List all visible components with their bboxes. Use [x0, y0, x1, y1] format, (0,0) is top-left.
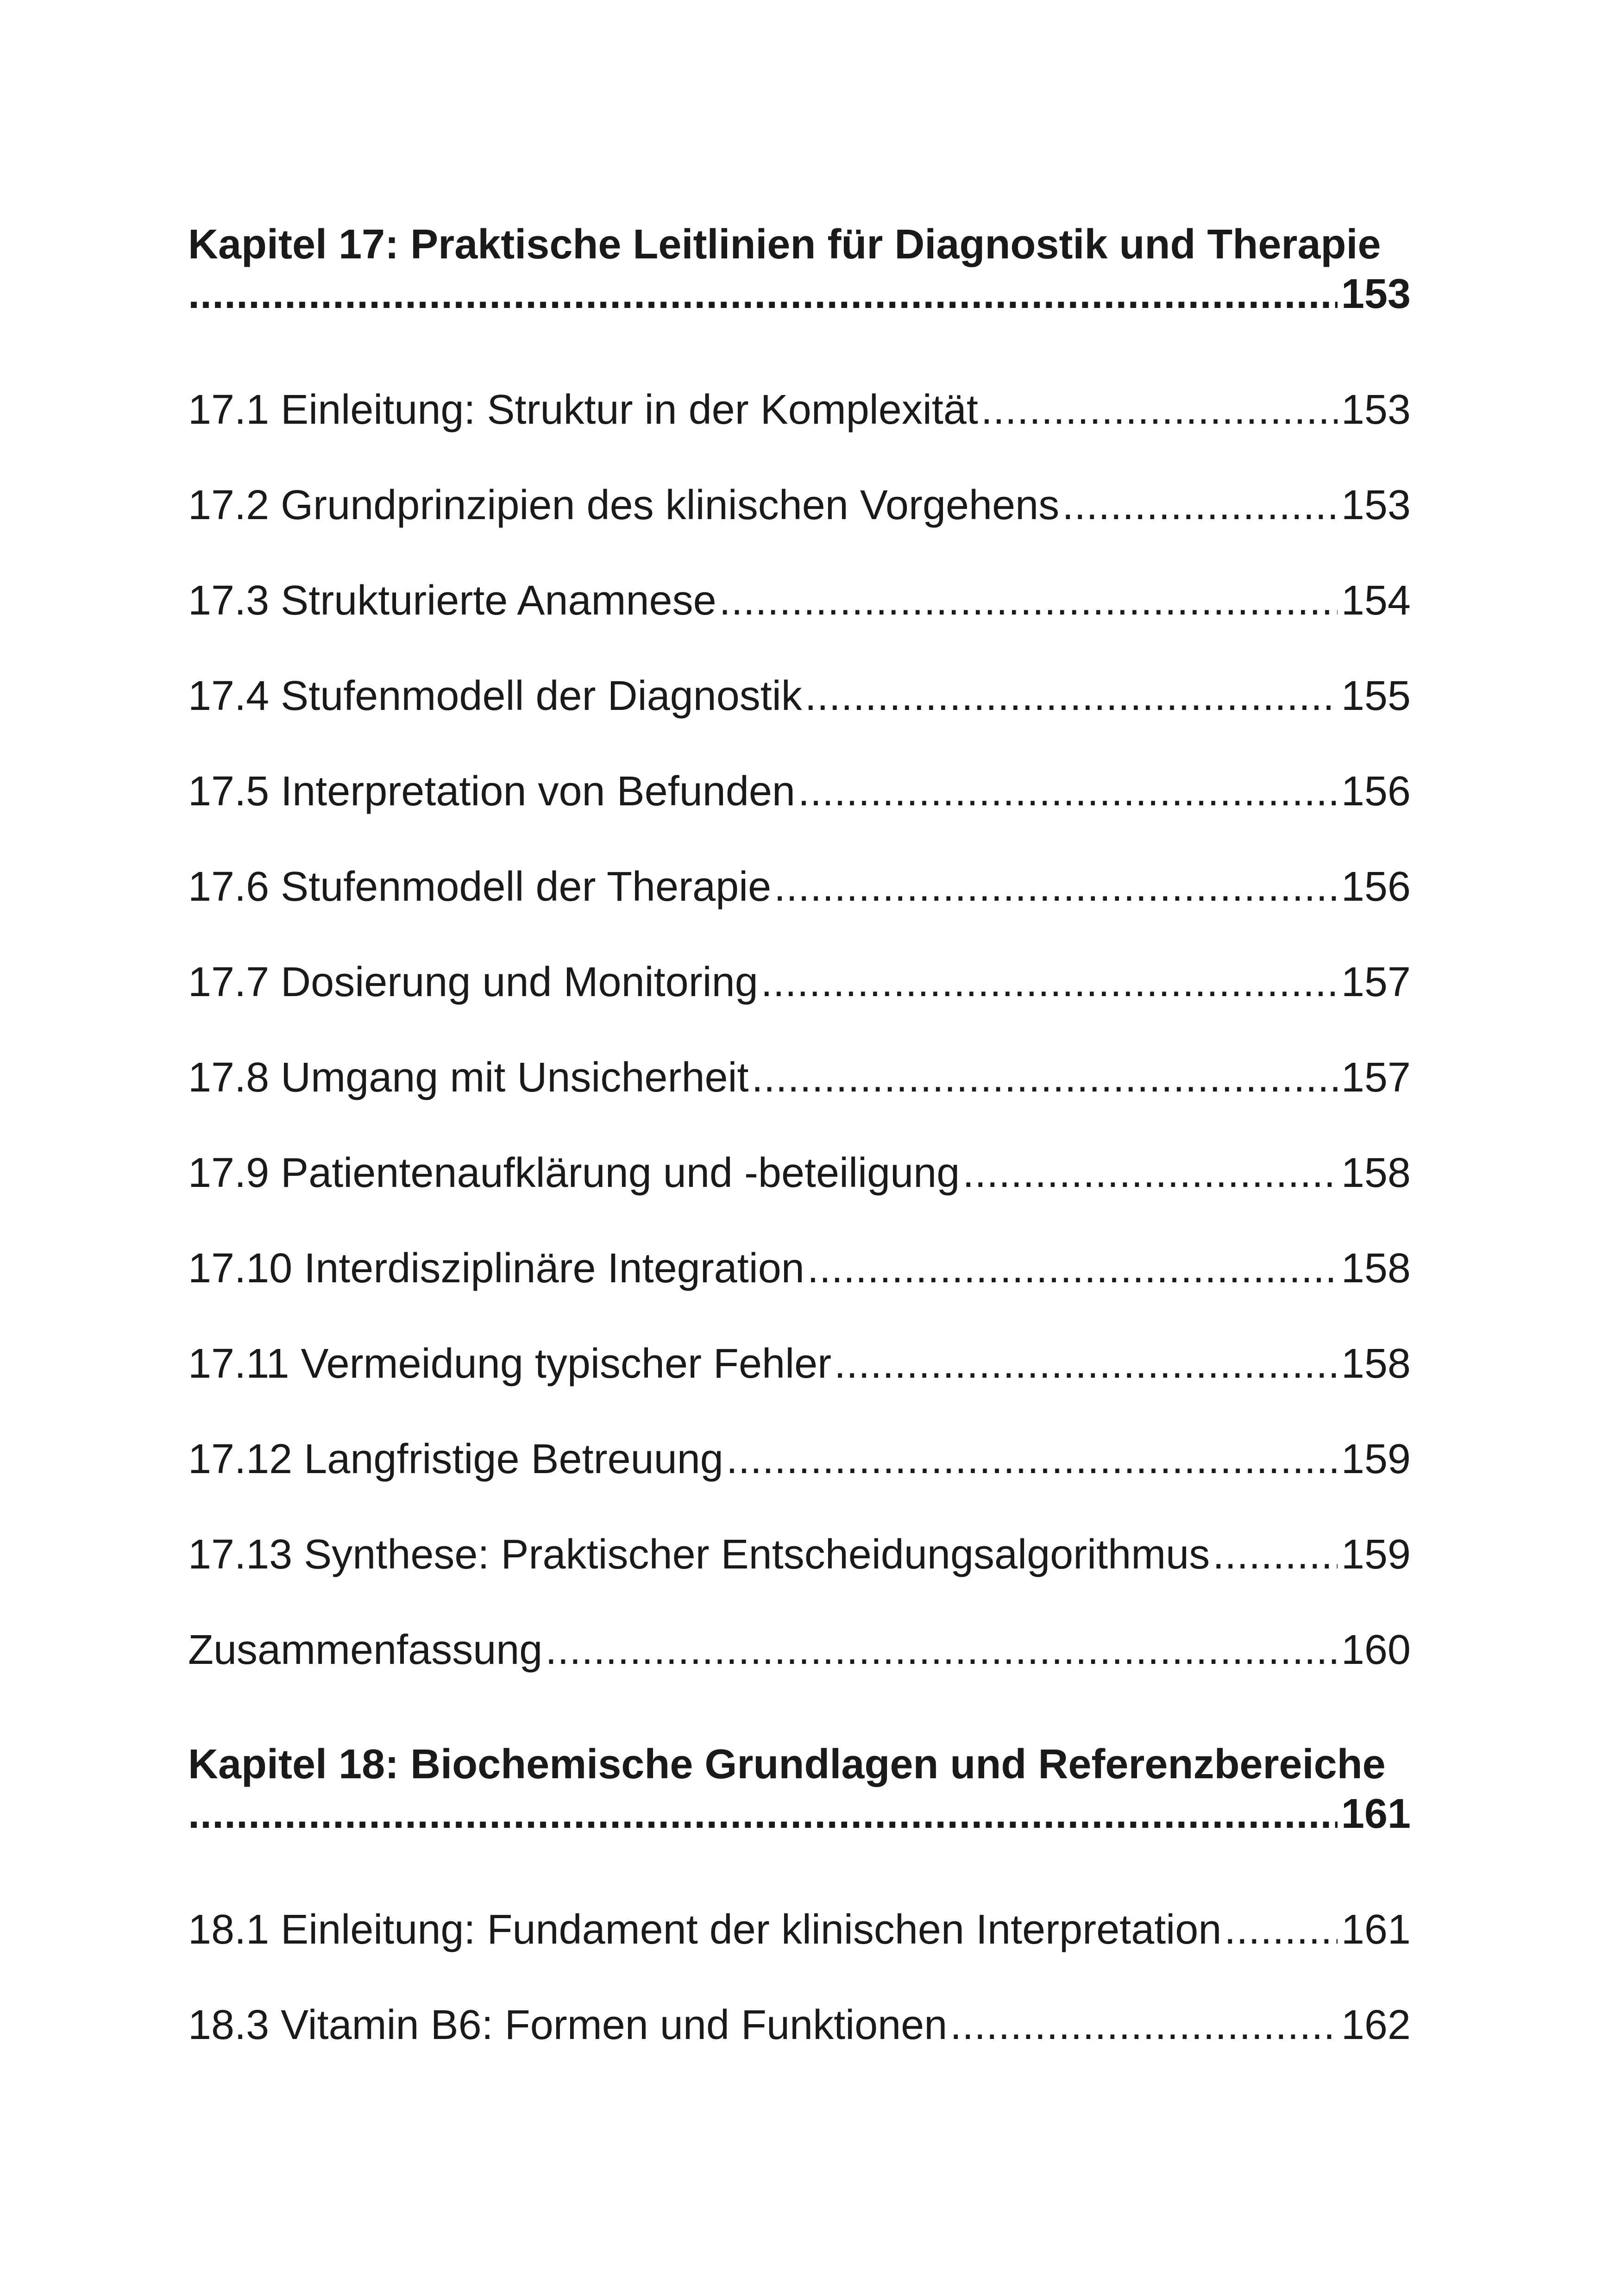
toc-entry[interactable] — [188, 1435, 1411, 1484]
chapter-title: Kapitel 18: Biochemische Grundlagen und Referenzbereiche — [188, 1741, 1386, 1788]
table-of-contents — [188, 220, 1411, 2050]
toc-entry-label: 17.4 Stufenmodell der Diagnostik — [188, 673, 802, 719]
toc-entry-page: 158 — [1341, 1245, 1411, 1292]
dot-leader — [761, 958, 1338, 1007]
toc-entry-page: 153 — [1341, 482, 1411, 528]
chapter-page-number: 153 — [1341, 271, 1411, 317]
toc-entry-page: 160 — [1341, 1627, 1411, 1673]
toc-entry-label: 17.9 Patientenaufklärung und -beteiligung — [188, 1150, 960, 1196]
toc-entry-page: 162 — [1341, 2002, 1411, 2048]
toc-entry-page: 156 — [1341, 864, 1411, 910]
toc-entry[interactable] — [188, 2001, 1411, 2050]
toc-entry[interactable] — [188, 385, 1411, 435]
toc-entry-label: 17.11 Vermeidung typischer Fehler — [188, 1341, 832, 1387]
toc-entry-page: 157 — [1341, 1054, 1411, 1101]
toc-entry[interactable] — [188, 1053, 1411, 1103]
toc-entry[interactable] — [188, 1905, 1411, 1955]
toc-entry-label: 17.13 Synthese: Praktischer Entscheidungsalgorithmus — [188, 1531, 1210, 1578]
toc-entry-label: 17.6 Stufenmodell der Therapie — [188, 864, 772, 910]
toc-entry-label: 17.2 Grundprinzipien des klinischen Vorgehens — [188, 482, 1060, 528]
chapter-heading[interactable] — [188, 220, 1411, 319]
dot-leader — [188, 270, 1338, 319]
toc-entry-page: 155 — [1341, 673, 1411, 719]
toc-entry[interactable] — [188, 481, 1411, 530]
dot-leader — [805, 671, 1338, 721]
dot-leader — [774, 862, 1338, 912]
chapter-leader-line — [188, 270, 1411, 319]
toc-entry-page: 159 — [1341, 1436, 1411, 1482]
toc-entry[interactable] — [188, 1339, 1411, 1389]
toc-entry-label: 18.3 Vitamin B6: Formen und Funktionen — [188, 2002, 948, 2048]
toc-entry-label: 17.5 Interpretation von Befunden — [188, 768, 795, 815]
chapter-title: Kapitel 17: Praktische Leitlinien für Diagnostik und Therapie — [188, 221, 1381, 268]
toc-entry[interactable] — [188, 1148, 1411, 1198]
toc-entry-page: 158 — [1341, 1150, 1411, 1196]
dot-leader — [950, 2001, 1338, 2050]
toc-entry-page: 154 — [1341, 577, 1411, 624]
toc-entry-label: 17.8 Umgang mit Unsicherheit — [188, 1054, 749, 1101]
dot-leader — [1213, 1530, 1338, 1580]
dot-leader — [545, 1625, 1337, 1675]
dot-leader — [1224, 1905, 1337, 1955]
chapter-leader-line — [188, 1789, 1411, 1839]
toc-entry-page: 158 — [1341, 1341, 1411, 1387]
toc-entry[interactable] — [188, 862, 1411, 912]
dot-leader — [726, 1435, 1338, 1484]
toc-entry-page: 153 — [1341, 387, 1411, 433]
toc-entry[interactable] — [188, 1625, 1411, 1675]
toc-entry-page: 156 — [1341, 768, 1411, 815]
toc-entry-label: 17.10 Interdisziplinäre Integration — [188, 1245, 804, 1292]
toc-entry[interactable] — [188, 958, 1411, 1007]
dot-leader — [807, 1244, 1338, 1293]
toc-entry[interactable] — [188, 1244, 1411, 1293]
dot-leader — [834, 1339, 1338, 1389]
dot-leader — [188, 1789, 1338, 1839]
chapter-heading[interactable] — [188, 1740, 1411, 1839]
dot-leader — [752, 1053, 1338, 1103]
toc-entry-page: 159 — [1341, 1531, 1411, 1578]
dot-leader — [798, 767, 1338, 816]
toc-entry-label: 17.1 Einleitung: Struktur in der Komplexität — [188, 387, 978, 433]
toc-entry-label: 18.1 Einleitung: Fundament der klinischen Interpretation — [188, 1907, 1222, 1953]
toc-entry[interactable] — [188, 767, 1411, 816]
chapter-page-number: 161 — [1341, 1791, 1411, 1837]
toc-entry-label: 17.3 Strukturierte Anamnese — [188, 577, 716, 624]
toc-entry-page: 161 — [1341, 1907, 1411, 1953]
toc-entry[interactable] — [188, 1530, 1411, 1580]
dot-leader — [1062, 481, 1338, 530]
toc-entry-page: 157 — [1341, 959, 1411, 1005]
toc-entry[interactable] — [188, 671, 1411, 721]
toc-entry-label: Zusammenfassung — [188, 1627, 543, 1673]
toc-entry-label: 17.7 Dosierung und Monitoring — [188, 959, 758, 1005]
dot-leader — [981, 385, 1338, 435]
dot-leader — [962, 1148, 1338, 1198]
toc-entry[interactable] — [188, 576, 1411, 626]
dot-leader — [719, 576, 1338, 626]
toc-entry-label: 17.12 Langfristige Betreuung — [188, 1436, 723, 1482]
